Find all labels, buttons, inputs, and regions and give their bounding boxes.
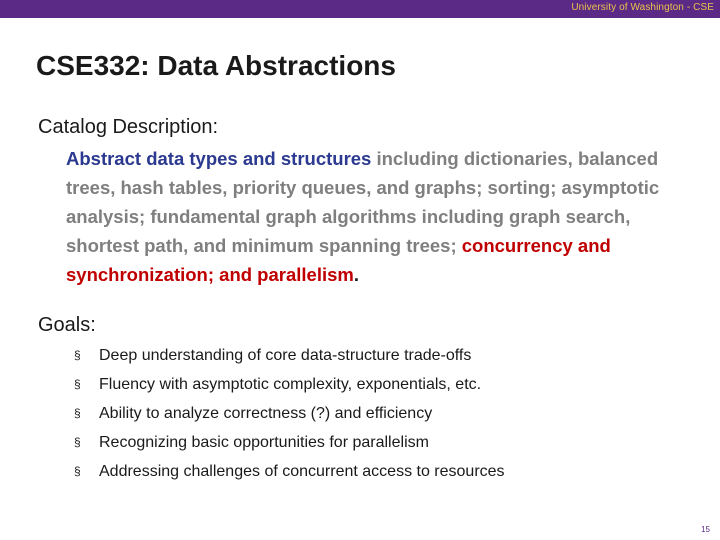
goals-heading: Goals:: [38, 314, 96, 336]
catalog-heading: Catalog Description:: [38, 116, 219, 138]
bullet-icon: §: [74, 435, 81, 449]
goal-item: [74, 457, 505, 486]
goals-list: [74, 341, 505, 486]
goal-item: [74, 341, 505, 370]
goal-text: Deep understanding of core data-structure trade-offs: [99, 347, 472, 364]
goal-item: [74, 428, 505, 457]
catalog-emphasis-red: concurrency and synchronization; and parallelism: [66, 235, 611, 285]
bullet-icon: §: [74, 464, 81, 478]
catalog-description: [66, 144, 696, 289]
header-org-label: University of Washington - CSE: [571, 2, 714, 13]
goal-text: Recognizing basic opportunities for parallelism: [99, 434, 429, 451]
goal-text: Fluency with asymptotic complexity, exponentials, etc.: [99, 376, 482, 393]
slide-title: CSE332: Data Abstractions: [36, 50, 396, 81]
header-bar: [0, 0, 720, 18]
page-number: 15: [701, 525, 710, 534]
goal-item: [74, 370, 505, 399]
catalog-emphasis-blue: Abstract data types and structures: [66, 148, 372, 169]
goal-item: [74, 399, 505, 428]
bullet-icon: §: [74, 348, 81, 362]
catalog-text-gray: including dictionaries, balanced trees, hash tables, priority queues, and graphs; sorting; asymptotic analysis; fundamental graph algorithms including graph search, shortest path, and minimum spanning trees;: [66, 148, 660, 256]
bullet-icon: §: [74, 406, 81, 420]
catalog-period: .: [353, 264, 359, 285]
bullet-icon: §: [74, 377, 81, 391]
goal-text: Ability to analyze correctness (?) and efficiency: [99, 405, 433, 422]
goal-text: Addressing challenges of concurrent access to resources: [99, 463, 505, 480]
